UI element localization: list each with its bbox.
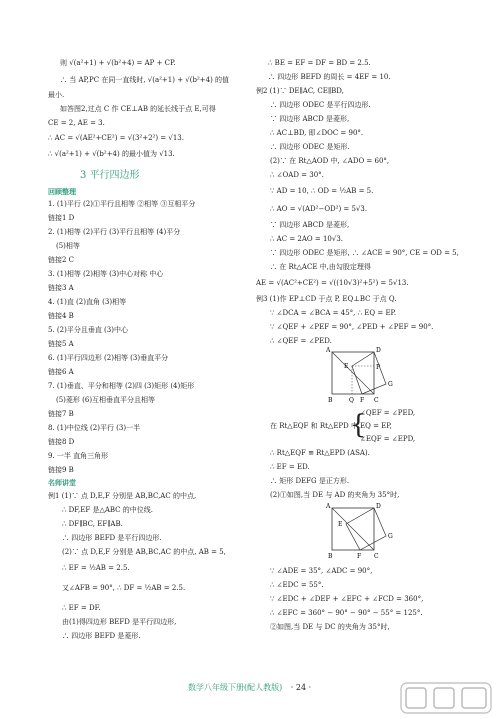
text-line: ∴ EF = ED. [270, 463, 310, 471]
figure-label: A [326, 503, 331, 510]
geometry-figure-1 [322, 346, 402, 410]
text-line: ∴ 矩形 DEFG 是正方形. [270, 477, 350, 485]
text-line: CE = 2, AE = 3. [48, 119, 105, 127]
text-line: 2. (1)相等 (2)平行 (3)平行且相等 (4)平分 [48, 228, 181, 236]
figure-label: C [374, 397, 379, 404]
text-line: ∴ 当 AP,PC 在同一直线时, √(a²+1) + √(b²+4) 的值 [60, 76, 230, 84]
text-line: ∵ ∠EDC + ∠DEF + ∠EFC + ∠FCD = 360°, [270, 595, 424, 603]
figure-label: Q [349, 397, 354, 404]
text-line: 7. (1)垂直、平分和相等 (2)四 (3)矩形 (4)矩形 [48, 382, 195, 390]
text-line: ∴ √(a²+1) + √(b²+4) 的最小值为 √13. [48, 150, 175, 158]
text-line: ∴ ∠OAD = 30°. [270, 171, 324, 179]
text-line: EQ = EP, [360, 422, 392, 430]
text-line: 链接5 A [48, 340, 74, 348]
text-line: (5)菱形 (6)互相垂直平分且相等 [56, 396, 156, 404]
figure-label: F [360, 397, 365, 404]
text-line: 链接8 D [48, 438, 75, 446]
figure-label: D [376, 503, 381, 510]
text-line: 链接3 A [48, 284, 74, 292]
text-line: 则 √(a²+1) + √(b²+4) = AP + CP. [60, 59, 176, 67]
text-line: 例1 (1)∵ 点 D,E,F 分别是 AB,BC,AC 的中点, [48, 492, 197, 500]
text-line: 链接2 C [48, 256, 75, 264]
text-line: ∵ ∠ADE = 35°, ∠ADC = 90°, [270, 567, 373, 575]
text-line: ∵ 四边形 ABCD 是菱形, [270, 115, 350, 123]
text-line: AE = √(AC²+CE²) = √((10√3)²+5²) = 5√13. [256, 279, 409, 287]
watermark-stamp-icon [400, 682, 492, 714]
text-line: ∵ ∠QEF + ∠PEF = 90°, ∠PED + ∠PEF = 90°. [270, 323, 434, 331]
page-number: · 24 · [290, 683, 312, 692]
figure-label: C [374, 553, 379, 560]
text-line: ∴ 四边形 BEFD 是菱形. [62, 632, 141, 640]
text-line: ∵ 四边形 ABCD 是菱形, [270, 221, 350, 229]
text-line: ∴ AC = 2AO = 10√3. [270, 235, 344, 243]
text-line: ∴ AC⊥BD, 即∠DOC = 90°. [270, 129, 364, 137]
text-line: 例3 (1)作 EP⊥CD 于点 P, EQ⊥BC 于点 Q. [256, 295, 397, 303]
text-line: ∴ 在 Rt△ACE 中,由勾股定理得 [270, 263, 371, 271]
text-line: ∴ 四边形 BEFD 是平行四边形. [62, 534, 162, 542]
text-line: ∴ 四边形 ODEC 是平行四边形. [270, 101, 371, 109]
text-line: 在 Rt△EQF 和 Rt△EPD 中, [270, 422, 361, 430]
text-line: ∴ 四边形 BEFD 的周长 = 4EF = 10. [268, 73, 391, 81]
text-line: 链接7 B [48, 410, 74, 418]
text-line: 链接4 B [48, 312, 74, 320]
text-line: 5. (2)平分且垂直 (3)中心 [48, 326, 128, 334]
text-line: (2)∵ 在 Rt△AOD 中, ∠ADO = 60°, [270, 157, 390, 165]
text-line: ∵ 四边形 ODEC 是矩形, ∴ ∠ACE = 90°, CE = OD = 5, [270, 249, 459, 257]
figure-label: E [344, 363, 349, 370]
text-line: (2)∵ 点 D,E,F 分别是 AB,BC,AC 的中点, AB = 5, [62, 548, 226, 556]
brace: { [350, 410, 367, 440]
famous-heading: 名师讲堂 [48, 478, 76, 487]
text-line: ∴ ∠EFC = 360° − 90° − 90° − 55° = 125°. [270, 609, 423, 617]
geometry-figure-2 [322, 502, 402, 564]
review-heading: 回顾整理 [48, 187, 76, 196]
text-line: 8. (1)中位线 (2)平行 (3)一半 [48, 424, 141, 432]
figure-label: G [388, 533, 393, 540]
text-line: ②如图,当 DE 与 DC 的夹角为 35°时, [270, 623, 390, 631]
text-line: ∴ AO = √(AD²−OD²) = 5√3. [270, 205, 368, 213]
text-line: ∴ EF = ½AB = 2.5. [62, 564, 130, 572]
text-line: ∴ BE = EF = DF = BD = 2.5. [268, 59, 371, 67]
text-line: ∴ ∠EDC = 55°. [270, 581, 324, 589]
footer-book-title: 数学八年级下册(配人教版) [188, 683, 283, 692]
text-line: ∴ ∠QEF = ∠PED. [270, 337, 332, 345]
figure-label: A [326, 347, 331, 354]
text-line: 6. (1)平行四边形 (2)相等 (3)垂直平分 [48, 354, 169, 362]
figure-label: E [338, 521, 343, 528]
text-line: 如答图2,过点 C 作 CE⊥AB 的延长线于点 E,可得 [60, 105, 216, 113]
text-line: ∴ 四边形 ODEC 是矩形. [270, 143, 350, 151]
figure-label: B [328, 553, 333, 560]
text-line: 1. (1)平行 (2)①平行且相等 ②相等 ③互相平分 [48, 200, 196, 208]
text-line: ∴ AC = √(AE²+CE²) = √(3²+2²) = √13. [48, 134, 184, 142]
text-line: ∴ EF = DF. [62, 604, 101, 612]
text-line: 由(1)得四边形 BEFD 是平行四边形, [62, 618, 177, 626]
text-line: 链接6 A [48, 368, 74, 376]
text-line: ∠QEF = ∠PED, [360, 409, 416, 417]
figure-label: P [376, 364, 381, 371]
text-line: ∵ AD = 10, ∴ OD = ½AB = 5. [270, 187, 374, 195]
text-line: (5)相等 [56, 242, 80, 250]
figure-label: D [376, 347, 381, 354]
text-line: ∠EQF = ∠EPD, [360, 435, 416, 443]
text-line: 最小. [48, 91, 65, 99]
text-line: ∴ Rt△EQF ≌ Rt△EPD (ASA). [270, 449, 370, 457]
figure-label: B [328, 397, 333, 404]
text-line: 4. (1)直 (2)直角 (3)相等 [48, 298, 127, 306]
text-line: 链接9 B [48, 466, 74, 474]
text-line: 3. (1)相等 (2)相等 (3)中心对称 中心 [48, 270, 164, 278]
text-line: 链接1 D [48, 214, 75, 222]
text-line: ∵ ∠DCA = ∠BCA = 45°, ∴ EQ = EP. [270, 309, 397, 317]
page-footer [188, 682, 311, 693]
text-line: ∴ DF,EF 是△ABC 的中位线. [62, 506, 153, 514]
section-title: 3 平行四边形 [80, 170, 140, 181]
figure-label: G [388, 381, 393, 388]
figure-label: F [357, 553, 362, 560]
text-line: 9. 一半 直角三角形 [48, 452, 109, 460]
text-line: 又∠AFB = 90°, ∴ DF = ½AB = 2.5. [62, 584, 186, 592]
text-line: (2)①如图,当 DE 与 AD 的夹角为 35°时, [270, 491, 400, 499]
text-line: ∴ DF∥BC, EF∥AB. [62, 520, 123, 528]
text-line: 例2 (1)∵ DE∥AC, CE∥BD, [256, 87, 344, 95]
